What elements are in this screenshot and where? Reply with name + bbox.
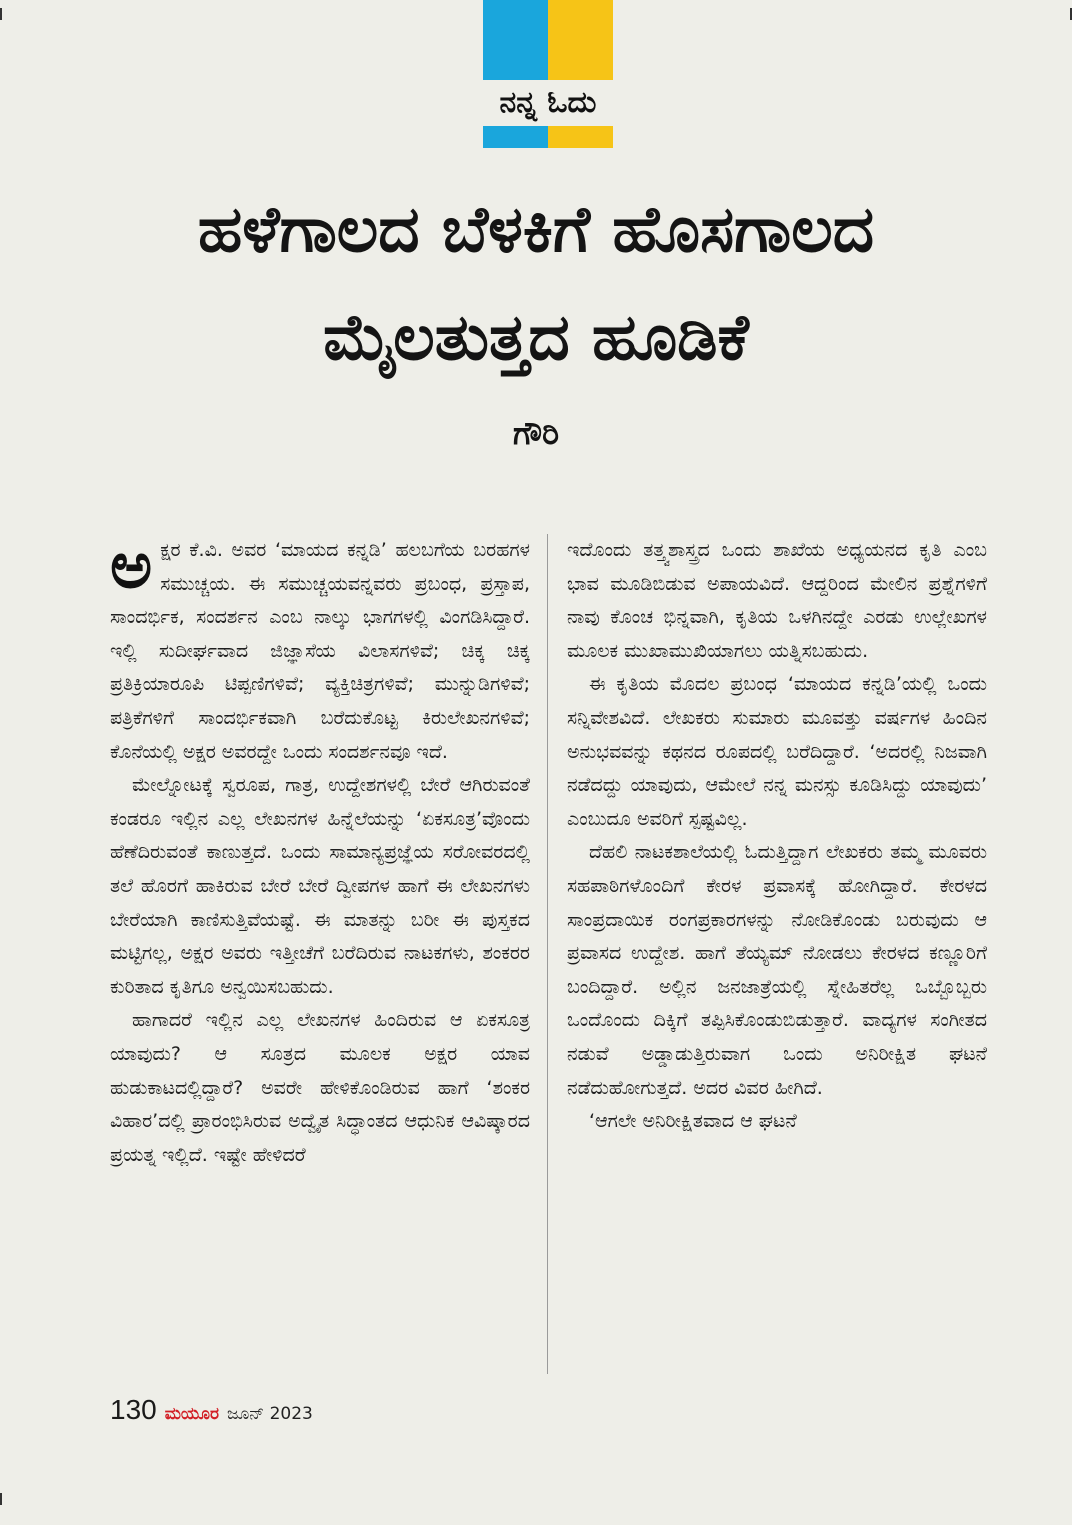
article-column-right bbox=[567, 534, 987, 1139]
section-label: ನನ್ನ ಓದು bbox=[499, 85, 597, 120]
article-title-line-2: ಮೈಲತುತ್ತದ ಹೂಡಿಕೆ bbox=[323, 301, 749, 375]
paragraph: ದೆಹಲಿ ನಾಟಕಶಾಲೆಯಲ್ಲಿ ಓದುತ್ತಿದ್ದಾಗ ಲೇಖಕರು ತಮ್ಮ ಮೂವರು ಸಹಪಾಠಿಗಳೊಂದಿಗೆ ಕೇರಳ ಪ್ರವಾಸಕ್ಕೆ ಹೋಗಿದ್ದಾರೆ. ಕೇರಳದ ಸಾಂಪ್ರದಾಯಿಕ ರಂಗಪ್ರಕಾರಗಳನ್ನು ನೋಡಿಕೊಂಡು ಬರುವುದು ಆ ಪ್ರವಾಸದ ಉದ್ದೇಶ. ಹಾಗೆ ತೆಯ್ಯಮ್ ನೋಡಲು ಕೇರಳದ ಕಣ್ಣೂರಿಗೆ ಬಂದಿದ್ದಾರೆ. ಅಲ್ಲಿನ ಜನಜಾತ್ರೆಯಲ್ಲಿ ಸ್ನೇಹಿತರೆಲ್ಲ ಒಬ್ಬೊಬ್ಬರು ಒಂದೊಂದು ದಿಕ್ಕಿಗೆ ತಪ್ಪಿಸಿಕೊಂಡುಬಿಡುತ್ತಾರೆ. ವಾದ್ಯಗಳ ಸಂಗೀತದ ನಡುವೆ ಅಡ್ಡಾಡುತ್ತಿರುವಾಗ ಒಂದು ಅನಿರೀಕ್ಷಿತ ಘಟನೆ ನಡೆದುಹೋಗುತ್ತದೆ. ಅದರ ವಿವರ ಹೀಗಿದೆ. bbox=[567, 841, 987, 1099]
magazine-logo: ಮಯೂರ bbox=[164, 1404, 219, 1424]
page-footer bbox=[110, 1394, 313, 1430]
article-title bbox=[60, 176, 1012, 392]
author-name: ಗೌರಿ bbox=[512, 414, 560, 452]
paragraph: ಈ ಕೃತಿಯ ಮೊದಲ ಪ್ರಬಂಧ ‘ಮಾಯದ ಕನ್ನಡಿ’ಯಲ್ಲಿ ಒಂದು ಸನ್ನಿವೇಶವಿದೆ. ಲೇಖಕರು ಸುಮಾರು ಮೂವತ್ತು ವರ್ಷಗಳ ಹಿಂದಿನ ಅನುಭವವನ್ನು ಕಥನದ ರೂಪದಲ್ಲಿ ಬರೆದಿದ್ದಾರೆ. ‘ಅದರಲ್ಲಿ ನಿಜವಾಗಿ ನಡೆದದ್ದು ಯಾವುದು, ಆಮೇಲೆ ನನ್ನ ಮನಸ್ಸು ಕೂಡಿಸಿದ್ದು ಯಾವುದು’ ಎಂಬುದೂ ಅವರಿಗೆ ಸ್ಪಷ್ಟವಿಲ್ಲ. bbox=[567, 673, 987, 830]
article-column-left bbox=[110, 529, 530, 1172]
paragraph: ಇದೊಂದು ತತ್ತ್ವಶಾಸ್ತ್ರದ ಒಂದು ಶಾಖೆಯ ಅಧ್ಯಯನದ ಕೃತಿ ಎಂಬ ಭಾವ ಮೂಡಿಬಿಡುವ ಅಪಾಯವಿದೆ. ಆದ್ದರಿಂದ ಮೇಲಿನ ಪ್ರಶ್ನೆಗಳಿಗೆ ನಾವು ಕೊಂಚ ಭಿನ್ನವಾಗಿ, ಕೃತಿಯ ಒಳಗಿನದ್ದೇ ಎರಡು ಉಲ್ಲೇಖಗಳ ಮೂಲಕ ಮುಖಾಮುಖಿಯಾಗಲು ಯತ್ನಿಸಬಹುದು. bbox=[567, 539, 987, 662]
paragraph: ಮೇಲ್ನೋಟಕ್ಕೆ ಸ್ವರೂಪ, ಗಾತ್ರ, ಉದ್ದೇಶಗಳಲ್ಲಿ ಬೇರೆ ಆಗಿರುವಂತೆ ಕಂಡರೂ ಇಲ್ಲಿನ ಎಲ್ಲ ಲೇಖನಗಳ ಹಿನ್ನೆಲೆಯನ್ನು ‘ಏಕಸೂತ್ರ’ವೊಂದು ಹೆಣೆದಿರುವಂತೆ ಕಾಣುತ್ತದೆ. ಒಂದು ಸಾಮಾನ್ಯಪ್ರಜ್ಞೆಯ ಸರೋವರದಲ್ಲಿ ತಲೆ ಹೊರಗೆ ಹಾಕಿರುವ ಬೇರೆ ಬೇರೆ ದ್ವೀಪಗಳ ಹಾಗೆ ಈ ಲೇಖನಗಳು ಬೇರೆಯಾಗಿ ಕಾಣಿಸುತ್ತಿವೆಯಷ್ಟೆ. ಈ ಮಾತನ್ನು ಬರೀ ಈ ಪುಸ್ತಕದ ಮಟ್ಟಿಗಲ್ಲ, ಅಕ್ಷರ ಅವರು ಇತ್ತೀಚೆಗೆ ಬರೆದಿರುವ ನಾಟಕಗಳು, ಶಂಕರರ ಕುರಿತಾದ ಕೃತಿಗೂ ಅನ್ವಯಿಸಬಹುದು. bbox=[110, 774, 530, 998]
crop-mark-top-left bbox=[0, 8, 2, 20]
crop-mark-bottom-left bbox=[0, 1493, 2, 1505]
paragraph: ‘ಆಗಲೇ ಅನಿರೀಕ್ಷಿತವಾದ ಆ ಘಟನೆ bbox=[589, 1110, 797, 1133]
paragraph: ಹಾಗಾದರೆ ಇಲ್ಲಿನ ಎಲ್ಲ ಲೇಖನಗಳ ಹಿಂದಿರುವ ಆ ಏಕಸೂತ್ರ ಯಾವುದು? ಆ ಸೂತ್ರದ ಮೂಲಕ ಅಕ್ಷರ ಯಾವ ಹುಡುಕಾಟದಲ್ಲಿದ್ದಾರೆ? ಅವರೇ ಹೇಳಿಕೊಂಡಿರುವ ಹಾಗೆ ‘ಶಂಕರ ವಿಹಾರ’ದಲ್ಲಿ ಪ್ರಾರಂಭಿಸಿರುವ ಅದ್ವೈತ ಸಿದ್ಧಾಂತದ ಆಧುನಿಕ ಆವಿಷ್ಕಾರದ ಪ್ರಯತ್ನ ಇಲ್ಲಿದೆ. ಇಷ್ಟೇ ಹೇಳಿದರೆ bbox=[110, 1009, 530, 1166]
article-title-line-1: ಹಳೆಗಾಲದ ಬೆಳಕಿಗೆ ಹೊಸಗಾಲದ bbox=[197, 193, 875, 267]
page-number: 130 bbox=[110, 1394, 157, 1425]
section-logo bbox=[483, 0, 613, 148]
issue-date: ಜೂನ್ 2023 bbox=[226, 1404, 313, 1424]
column-divider bbox=[547, 534, 548, 1374]
paragraph bbox=[110, 529, 530, 769]
paragraph-text: ಕ್ಷರ ಕೆ.ವಿ. ಅವರ ‘ಮಾಯದ ಕನ್ನಡಿ’ ಹಲಬಗೆಯ ಬರಹಗಳ ಸಮುಚ್ಚಯ. ಈ ಸಮುಚ್ಚಯವನ್ನವರು ಪ್ರಬಂಧ, ಪ್ರಸ್ತಾಪ, ಸಾಂದರ್ಭಿಕ, ಸಂದರ್ಶನ ಎಂಬ ನಾಲ್ಕು ಭಾಗಗಳಲ್ಲಿ ವಿಂಗಡಿಸಿದ್ದಾರೆ. ಇಲ್ಲಿ ಸುದೀರ್ಘವಾದ ಜಿಜ್ಞಾಸೆಯ ವಿಲಾಸಗಳಿವೆ; ಚಿಕ್ಕ ಚಿಕ್ಕ ಪ್ರತಿಕ್ರಿಯಾರೂಪಿ ಟಿಪ್ಪಣಿಗಳಿವೆ; ವ್ಯಕ್ತಿಚಿತ್ರಗಳಿವೆ; ಮುನ್ನುಡಿಗಳಿವೆ; ಪತ್ರಿಕೆಗಳಿಗೆ ಸಾಂದರ್ಭಿಕವಾಗಿ ಬರೆದುಕೊಟ್ಟ ಕಿರುಲೇಖನಗಳಿವೆ; ಕೊನೆಯಲ್ಲಿ ಅಕ್ಷರ ಅವರದ್ದೇ ಒಂದು ಸಂದರ್ಶನವೂ ಇದೆ. bbox=[110, 539, 530, 763]
drop-cap: ಅ bbox=[110, 529, 153, 603]
